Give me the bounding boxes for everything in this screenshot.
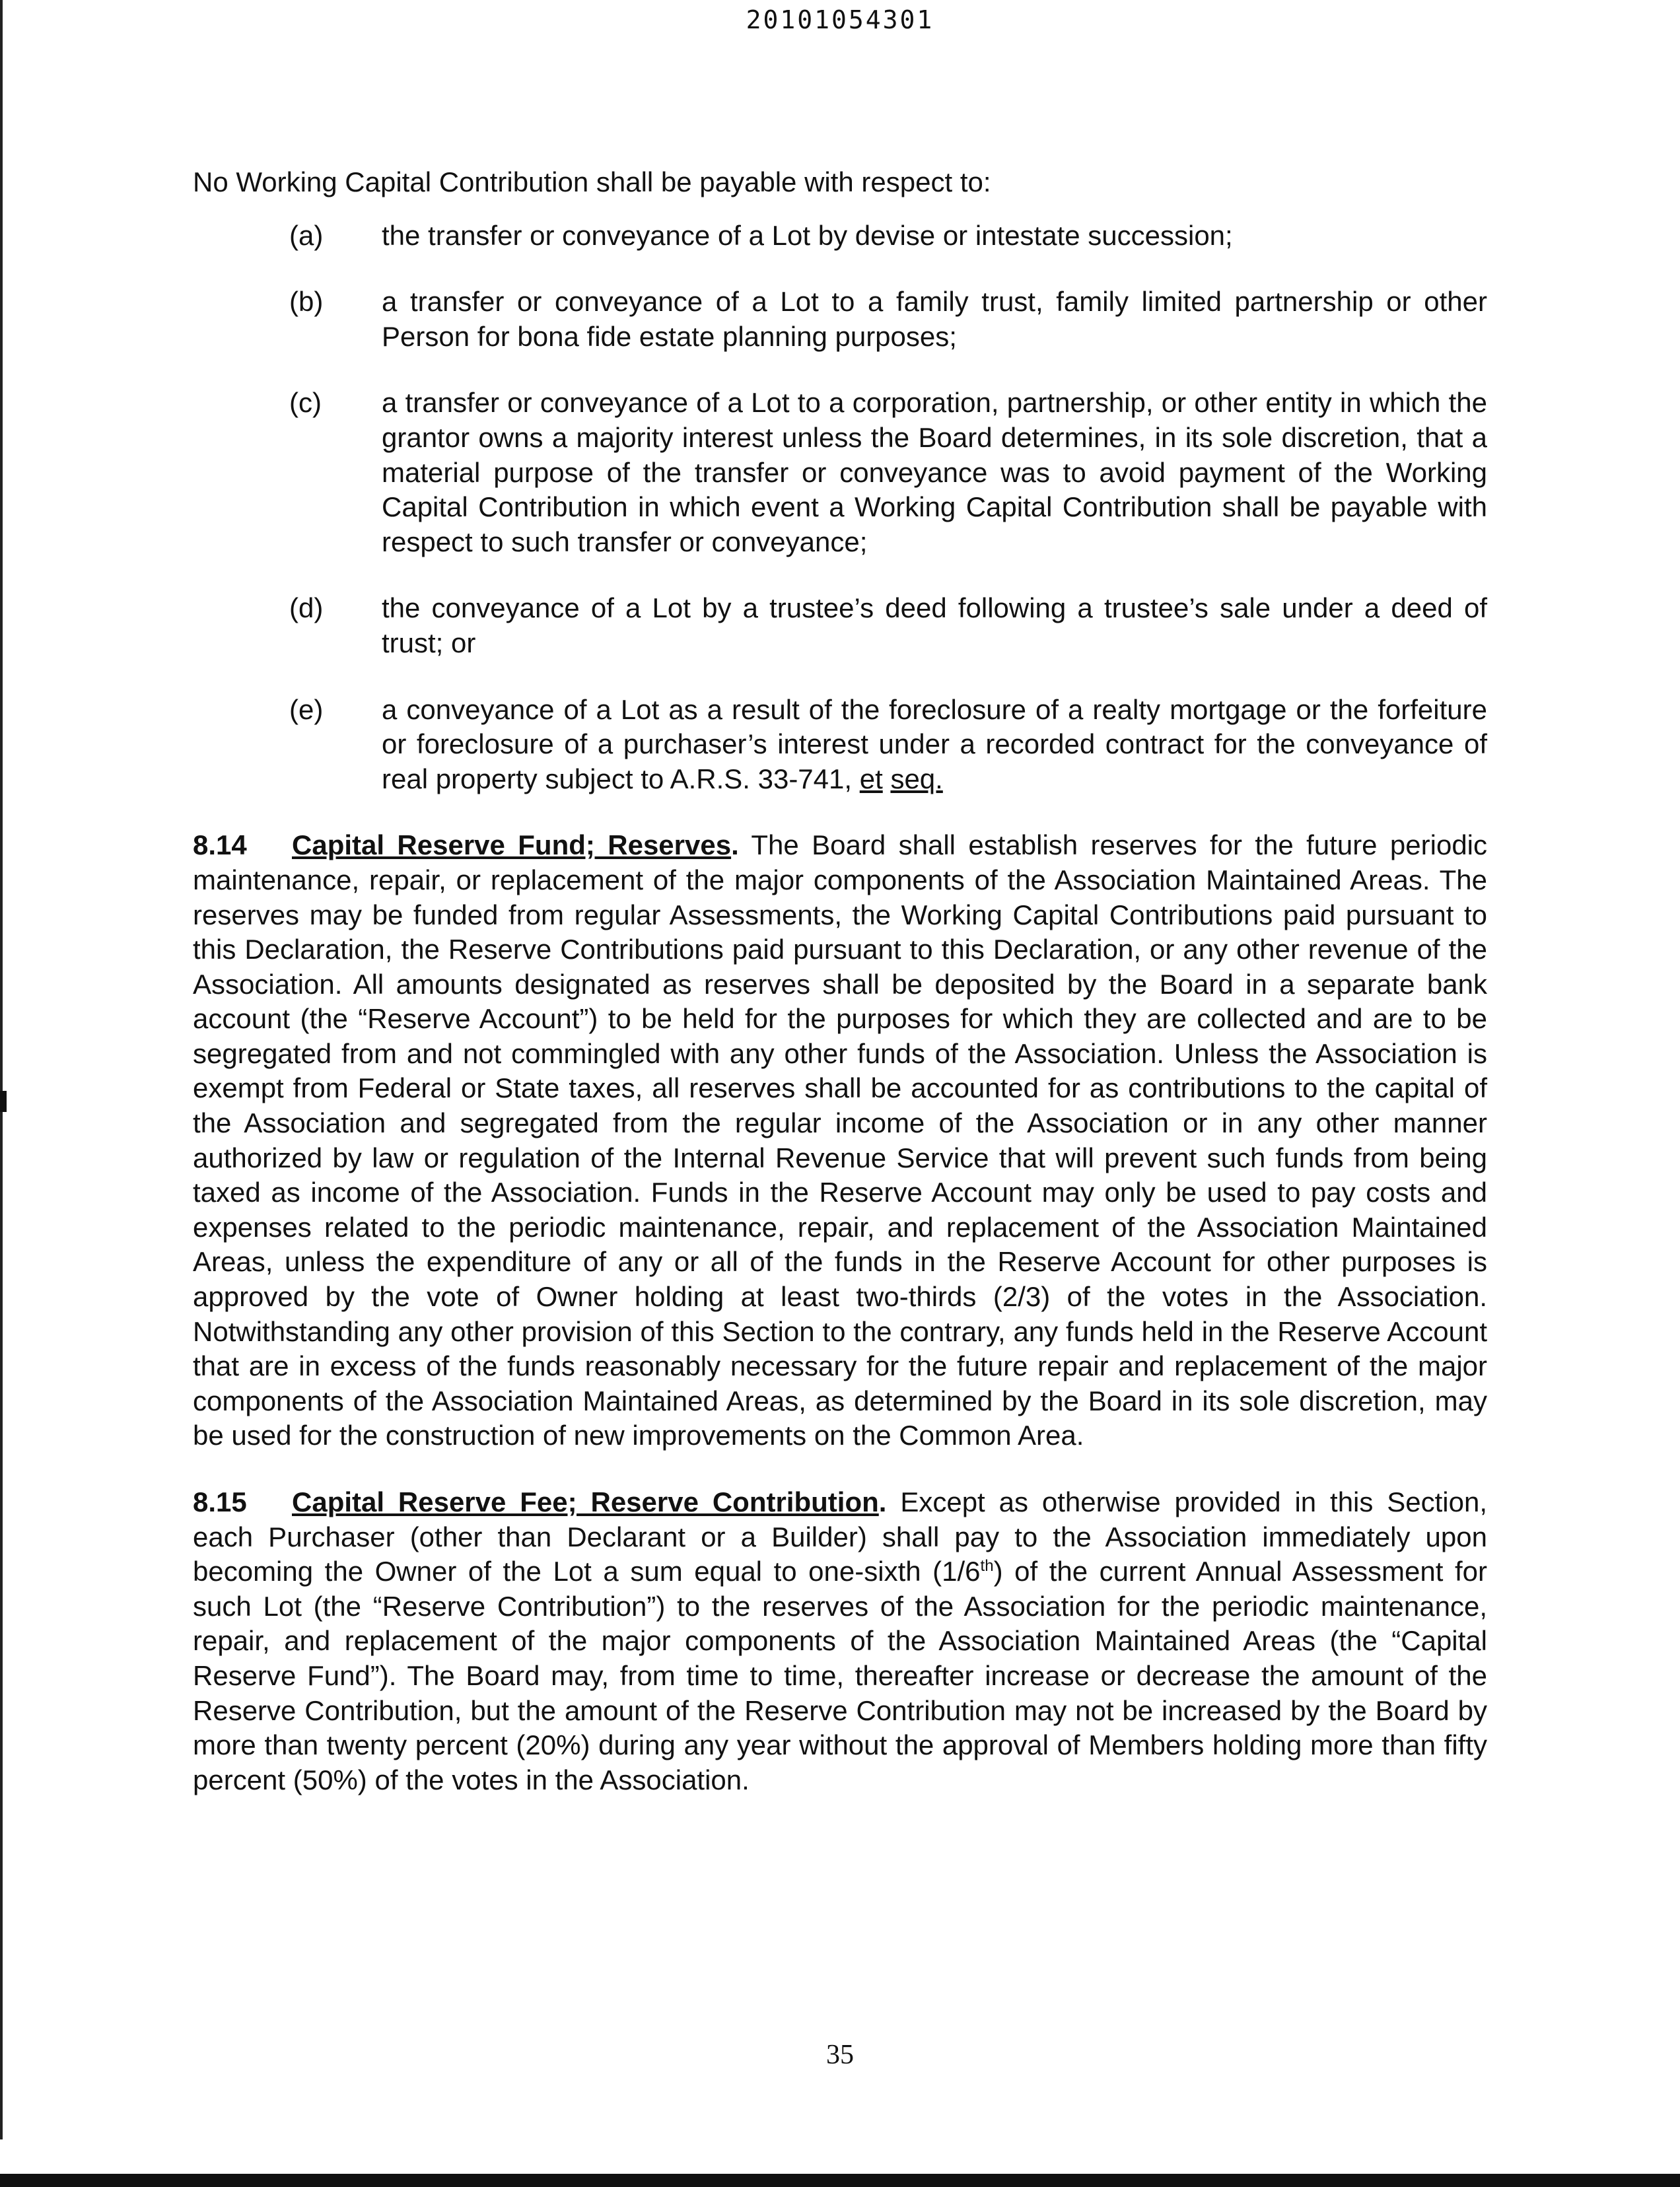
scan-left-edge — [0, 0, 3, 2139]
scan-edge-mark — [0, 1091, 7, 1112]
page-number: 35 — [826, 2040, 854, 2070]
section-title-period: . — [731, 829, 739, 861]
item-label: (e) — [289, 693, 324, 725]
section-8-15 — [193, 1485, 1487, 1797]
section-8-14 — [193, 828, 1487, 1453]
item-label: (c) — [289, 387, 322, 419]
section-title-period: . — [878, 1486, 887, 1517]
page-body — [193, 165, 1487, 1829]
scan-bottom-bar — [0, 2174, 1680, 2187]
section-body-part-2: ) of the current Annual Assessment for such Lot (the “Reserve Contribution”) to the reserves of the Association for the periodic maintenance, repair, and replacement of the major components of the Association Maintained Areas (the “Capital Reserve Fund”). The Board may, from time to time, thereafter increase or decrease the amount of the Reserve Contribution, but the amount of the Reserve Contribution may not be increased by the Board by more than twenty percent (20%) during any year without the approval of Members holding more than fifty percent (50%) of the votes in the Association. — [193, 1556, 1487, 1795]
list-item-c — [193, 386, 1487, 559]
item-text-main: a conveyance of a Lot as a result of the foreclosure of a realty mortgage or the forfeiture or foreclosure of a purchaser’s interest under a recorded contract for the conveyance of real property subject to A.R.S. 33-741, — [382, 693, 1487, 794]
item-text — [382, 693, 1487, 797]
item-text: a transfer or conveyance of a Lot to a corporation, partnership, or other entity in which the grantor owns a majority interest unless the Board determines, in its sole discretion, that a material purpose of the transfer or conveyance was to avoid payment of the Working Capital Contribution in which event a Working Capital Contribution shall be payable with respect to such transfer or conveyance; — [382, 387, 1487, 557]
section-title: Capital Reserve Fund; Reserves — [292, 829, 732, 861]
section-body-part-1: Except as otherwise provided in this Section, each Purchaser (other than Declarant or a Builder) shall pay to the Association immediately upon becoming the Owner of the Lot a sum equal to one-sixth (1/6 — [193, 1486, 1488, 1587]
et-text: et — [859, 763, 883, 794]
section-title: Capital Reserve Fee; Reserve Contribution — [292, 1486, 879, 1517]
item-label: (b) — [289, 286, 324, 318]
list-item-d — [193, 591, 1487, 660]
intro-paragraph: No Working Capital Contribution shall be payable with respect to: — [193, 166, 991, 197]
item-text: the conveyance of a Lot by a trustee’s deed following a trustee’s sale under a deed of trust; or — [382, 592, 1487, 658]
list-item-a — [193, 219, 1487, 254]
section-number: 8.15 — [193, 1486, 247, 1517]
item-text: a transfer or conveyance of a Lot to a family trust, family limited partnership or other Person for bona fide estate planning purposes; — [382, 286, 1487, 352]
document-number: 20101054301 — [746, 5, 934, 34]
item-label: (a) — [289, 219, 324, 251]
section-number: 8.14 — [193, 829, 247, 861]
section-body: The Board shall establish reserves for the future periodic maintenance, repair, or replacement of the major components of the Association Maintained Areas. The reserves may be funded from regular Assessments, the Working Capital Contributions paid pursuant to this Declaration, the Reserve Contributions paid pursuant to this Declaration, or any other revenue of the Association. All amounts designated as reserves shall be deposited by the Board in a separate bank account (the “Reserve Account”) to be held for the purposes for which they are collected and are to be segregated from and not commingled with any other funds of the Association. Unless the Association is exempt from Federal or State taxes, all reserves shall be accounted for as contributions to the capital of the Association and segregated from the regular income of the Association or in any other manner authorized by law or regulation of the Internal Revenue Service that will prevent such funds from being taxed as income of the Association. Funds in the Reserve Account may only be used to pay costs and expenses related to the periodic maintenance, repair, and replacement of the Association Maintained Areas, unless the expenditure of any or all of the funds in the Reserve Account for other purposes is approved by the vote of Owner holding at least two-thirds (2/3) of the votes in the Association. Notwithstanding any other provision of this Section to the contrary, any funds held in the Reserve Account that are in excess of the funds reasonably necessary for the future repair and replacement of the major components of the Association Maintained Areas, as determined by the Board in its sole discretion, may be used for the construction of new improvements on the Common Area. — [193, 829, 1488, 1451]
item-label: (d) — [289, 592, 324, 624]
ordinal-superscript: th — [980, 1557, 994, 1576]
list-item-b — [193, 285, 1487, 354]
item-text: the transfer or conveyance of a Lot by devise or intestate succession; — [382, 219, 1233, 251]
seq-text: seq. — [890, 763, 943, 794]
list-item-e — [193, 693, 1487, 797]
